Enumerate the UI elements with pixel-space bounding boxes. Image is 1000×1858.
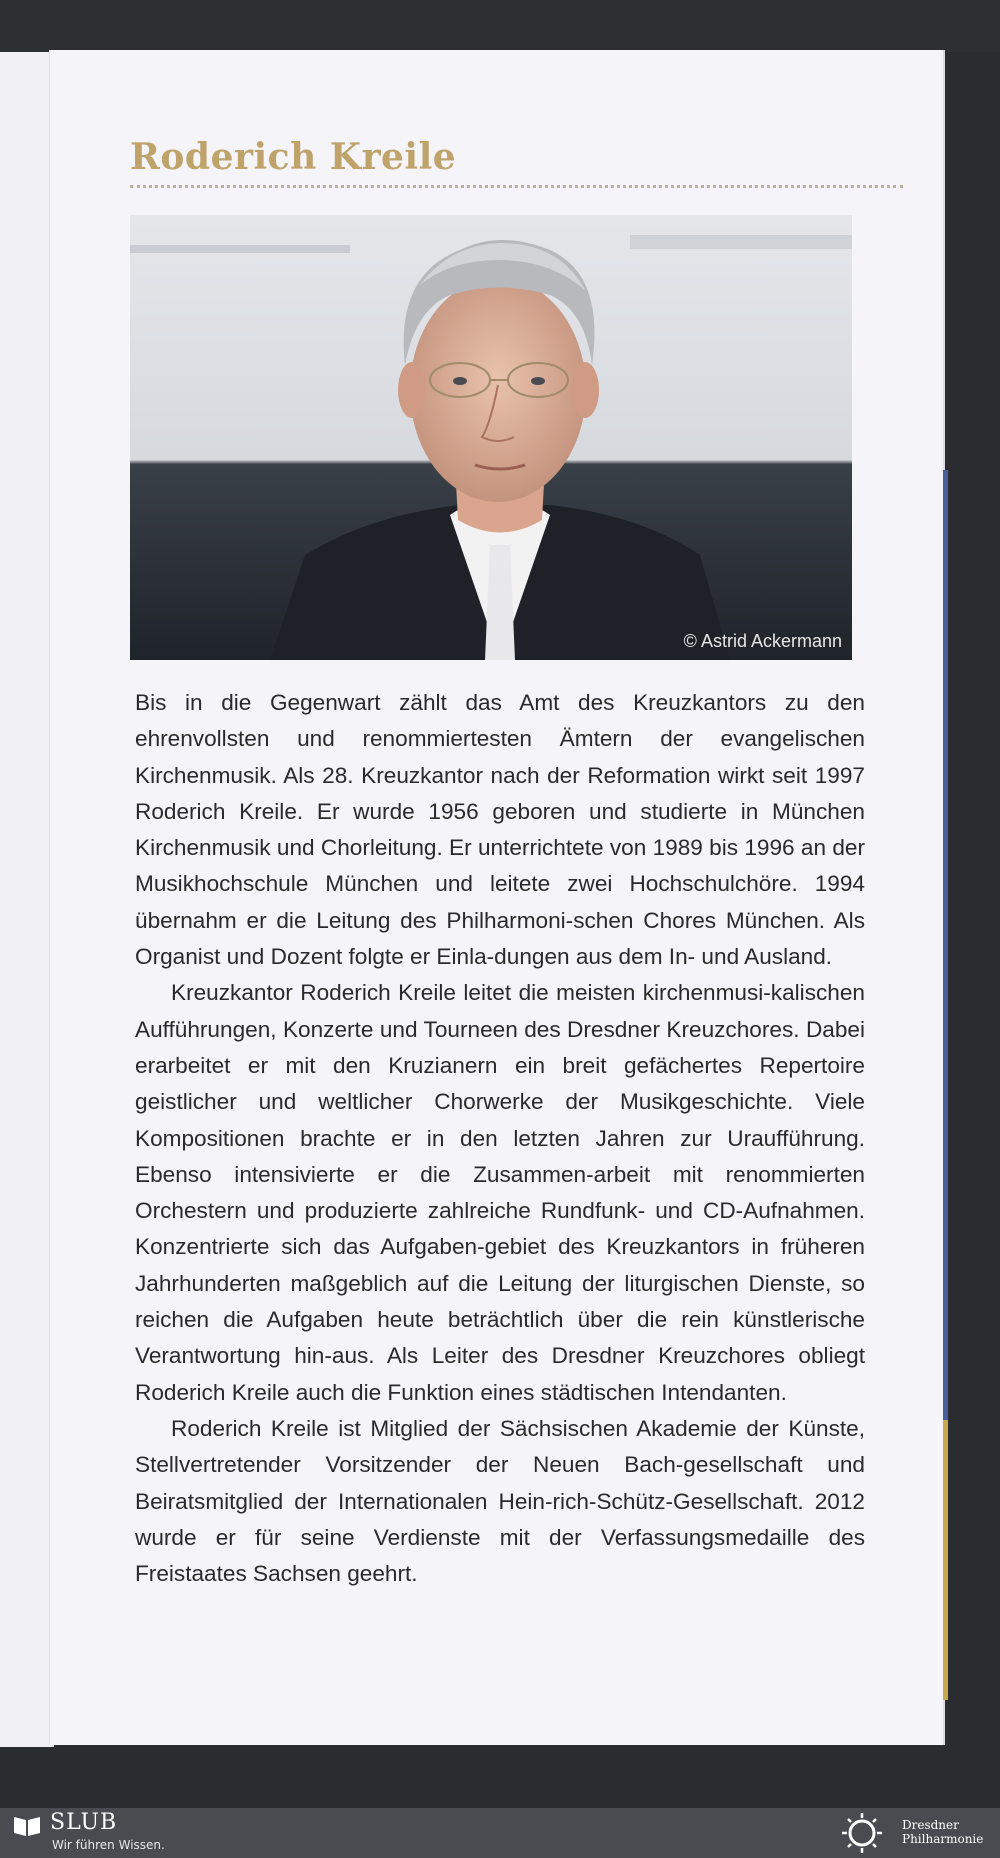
left-page-edge (0, 52, 54, 1747)
scan-background-top (0, 0, 1000, 52)
page-edge-accent-gold (943, 1420, 948, 1700)
partner-name (902, 1818, 998, 1846)
dotted-divider (130, 185, 903, 188)
partner-name-line1: Dresdner (902, 1818, 959, 1832)
book-icon (12, 1814, 42, 1838)
library-tagline: Wir führen Wissen. (52, 1838, 165, 1852)
portrait-photo (130, 215, 852, 660)
biography-text (135, 685, 865, 1592)
page-title: Roderich Kreile (130, 136, 457, 178)
footer-bar (0, 1808, 1000, 1858)
paragraph-3: Roderich Kreile ist Mitglied der Sächsischen Akademie der Künste, Stellvertretender Vorsitzender der Neuen Bach-gesellschaft und Beiratsmitglied der Internationalen Hein-rich-Schütz-Gesellschaft. 2012 wurde er für seine Verdienste mit der Verfassungsmedaille des Freistaates Sachsen geehrt. (135, 1415, 865, 1587)
paragraph-1: Bis in die Gegenwart zählt das Amt des Kreuzkantors zu den ehrenvollsten und renommiertesten Ämtern der evangelischen Kirchenmusik. Als 28. Kreuzkantor nach der Reformation wirkt seit 1997 Roderich Kreile. Er wurde 1956 geboren und studierte in München Kirchenmusik und Chorleitung. Er unterrichtete von 1989 bis 1996 an der Musikhochschule München und leitete zwei Hochschulchöre. 1994 übernahm er die Leitung des Philharmoni-schen Chores München. Als Organist und Dozent folgte er Einla-dungen aus dem In- und Ausland. (135, 690, 865, 970)
photo-credit: © Astrid Ackermann (683, 631, 842, 651)
portrait-illustration (130, 215, 852, 660)
paragraph-2: Kreuzkantor Roderich Kreile leitet die meisten kirchenmusi-kalischen Aufführungen, Konzerte und Tourneen des Dresdner Kreuzchores. Dabei erarbeitet er mit den Kruzianern ein breit gefächertes Repertoire geistlicher und weltlicher Chorwerke der Musikgeschichte. Viele Kompositionen brachte er in den letzten Jahren zur Uraufführung. Ebenso intensivierte er die Zusammen-arbeit mit renommierten Orchestern und produzierte zahlreiche Rundfunk- und CD-Aufnahmen. Konzentrierte sich das Aufgaben-gebiet des Kreuzkantors in früheren Jahrhunderten maßgeblich auf die Leitung der liturgischen Dienste, so reichen die Aufgaben heute beträchtlich über die rein künstlerische Verantwortung hin-aus. Als Leiter des Dresdner Kreuzchores obliegt Roderich Kreile auch die Funktion eines städtischen Intendanten. (135, 980, 865, 1405)
sunburst-logo-icon (838, 1811, 886, 1855)
library-name: SLUB (50, 1810, 118, 1835)
page-edge-accent-blue (943, 470, 948, 1420)
partner-name-line2: Philharmonie (902, 1832, 984, 1846)
brochure-page (50, 50, 943, 1745)
